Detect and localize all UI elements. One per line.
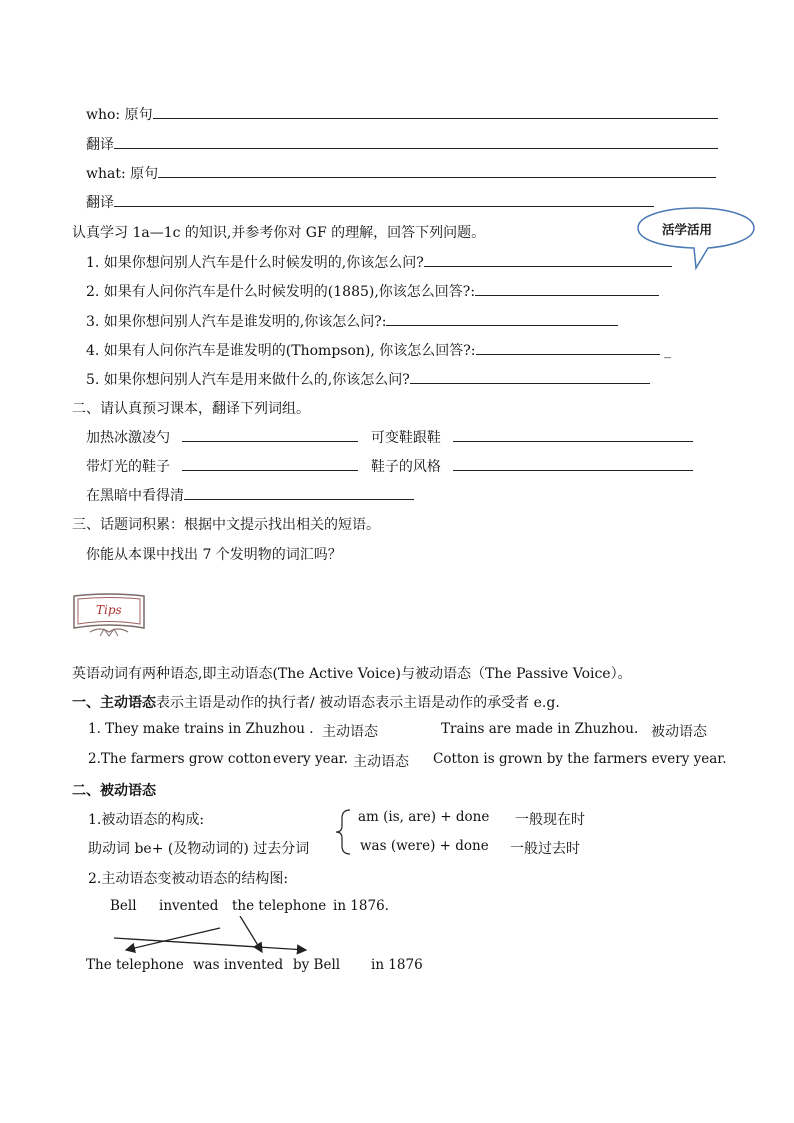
question-4 bbox=[86, 340, 671, 360]
example1-active-tag: 主动语态 bbox=[322, 724, 378, 740]
question-4-answer-line[interactable] bbox=[476, 340, 660, 355]
question-3 bbox=[86, 311, 618, 331]
translate1-answer-line[interactable] bbox=[114, 134, 718, 149]
question-2-answer-line[interactable] bbox=[475, 281, 659, 296]
question-5-answer-line[interactable] bbox=[410, 369, 650, 384]
active-word-subject: Bell bbox=[110, 898, 137, 914]
active-word-object: the telephone bbox=[232, 898, 327, 914]
question-5-text: 5. 如果你想问别人汽车是用来做什么的,你该怎么问? bbox=[86, 372, 410, 388]
translate2-label: 翻译 bbox=[86, 195, 114, 211]
question-4-tail: _ bbox=[663, 343, 671, 359]
bubble-label: 活学活用 bbox=[662, 222, 713, 237]
phrase-row-2 bbox=[86, 456, 693, 476]
who-answer-line[interactable] bbox=[153, 104, 718, 119]
brace-icon bbox=[334, 808, 354, 856]
passive-word-agent: by Bell bbox=[293, 957, 341, 973]
example2-active-tag: 主动语态 bbox=[353, 754, 409, 770]
what-answer-line[interactable] bbox=[158, 163, 716, 178]
question-2-text: 2. 如果有人问你汽车是什么时候发明的(1885),你该怎么回答?: bbox=[86, 284, 476, 300]
form-past: was (were) + done bbox=[360, 838, 489, 854]
study-prompt: 认真学习 1a—1c 的知识,并参考你对 GF 的理解，回答下列问题。 bbox=[72, 225, 486, 241]
phrase-row-1 bbox=[86, 427, 693, 447]
example1-passive-tag: 被动语态 bbox=[651, 724, 707, 740]
phrase-row-3 bbox=[86, 485, 414, 505]
what-original-row bbox=[86, 163, 716, 183]
point1 bbox=[72, 692, 560, 712]
tips-label: Tips bbox=[96, 603, 122, 617]
example2-passive: Cotton is grown by the farmers every year. bbox=[433, 751, 727, 767]
question-1-answer-line[interactable] bbox=[424, 252, 672, 267]
phrase-1: 加热冰激凌勺 bbox=[86, 430, 170, 446]
phrase-2: 可变鞋跟鞋 bbox=[370, 430, 441, 446]
who-original-row bbox=[86, 104, 718, 124]
question-4-text: 4. 如果有人问你汽车是谁发明的(Thompson), 你该怎么回答?: bbox=[86, 343, 476, 359]
example2-active-time: every year. bbox=[273, 751, 348, 767]
question-2 bbox=[86, 281, 659, 301]
passive-word-time: in 1876 bbox=[371, 957, 423, 973]
section3-heading: 三、话题词积累：根据中文提示找出相关的短语。 bbox=[72, 517, 380, 533]
phrase-5-answer-line[interactable] bbox=[184, 485, 414, 500]
translate2-answer-line[interactable] bbox=[114, 192, 654, 207]
question-5 bbox=[86, 369, 650, 389]
question-1-text: 1. 如果你想问别人汽车是什么时候发明的,你该怎么问? bbox=[86, 255, 424, 271]
section3-question: 你能从本课中找出 7 个发明物的词汇吗？ bbox=[86, 547, 342, 563]
form-present-tense: 一般现在时 bbox=[515, 812, 585, 828]
point2-heading: 二、被动语态 bbox=[72, 783, 156, 799]
structure-title: 2.主动语态变被动语态的结构图: bbox=[88, 871, 289, 887]
section2-heading: 二、请认真预习课本，翻译下列词组。 bbox=[72, 401, 310, 417]
question-3-answer-line[interactable] bbox=[386, 311, 618, 326]
point1-heading: 一、主动语态 bbox=[72, 695, 156, 711]
example2-active: 2.The farmers grow cotton bbox=[88, 751, 272, 767]
phrase-2-answer-line[interactable] bbox=[453, 427, 693, 442]
form-past-tense: 一般过去时 bbox=[510, 841, 580, 857]
phrase-4: 鞋子的风格 bbox=[370, 459, 441, 475]
translate1-label: 翻译 bbox=[86, 137, 114, 153]
grammar-intro: 英语动词有两种语态,即主动语态(The Active Voice)与被动语态（The Passive Voice）。 bbox=[72, 666, 632, 682]
form-title: 1.被动语态的构成: bbox=[88, 812, 205, 828]
phrase-3-answer-line[interactable] bbox=[182, 456, 358, 471]
what-original-label: what: 原句 bbox=[86, 166, 159, 182]
point1-text: 表示主语是动作的执行者/ 被动语态表示主语是动作的承受者 e.g. bbox=[156, 695, 560, 711]
form-left: 助动词 be+ (及物动词的) 过去分词 bbox=[88, 841, 310, 857]
question-3-text: 3. 如果你想问别人汽车是谁发明的,你该怎么问?: bbox=[86, 314, 387, 330]
translate2-row bbox=[86, 192, 654, 212]
question-1 bbox=[86, 252, 672, 272]
passive-word-verb: was invented bbox=[193, 957, 284, 973]
phrase-1-answer-line[interactable] bbox=[182, 427, 358, 442]
translate1-row bbox=[86, 134, 718, 154]
passive-word-subject: The telephone bbox=[86, 957, 184, 973]
active-word-verb: invented bbox=[159, 898, 219, 914]
who-original-label: who: 原句 bbox=[86, 107, 153, 123]
phrase-5: 在黑暗中看得清 bbox=[86, 488, 184, 504]
example1-active: 1. They make trains in Zhuzhou . bbox=[88, 721, 314, 737]
active-word-time: in 1876. bbox=[333, 898, 389, 914]
transformation-arrows-icon bbox=[110, 916, 330, 956]
form-present: am (is, are) + done bbox=[358, 809, 490, 825]
phrase-3: 带灯光的鞋子 bbox=[86, 459, 170, 475]
phrase-4-answer-line[interactable] bbox=[453, 456, 693, 471]
example1-passive: Trains are made in Zhuzhou. bbox=[441, 721, 639, 737]
